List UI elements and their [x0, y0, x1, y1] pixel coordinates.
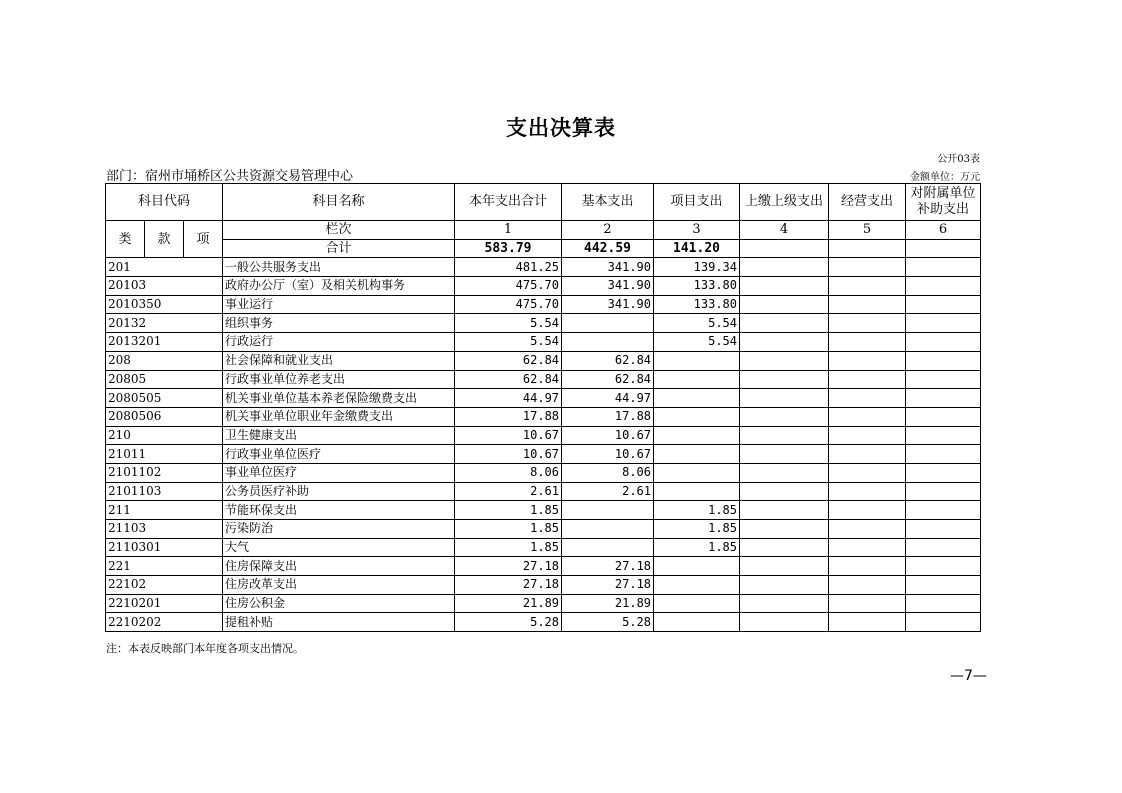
header-name: 科目名称: [223, 184, 455, 221]
row-superior: [740, 389, 829, 408]
header-superior: 上缴上级支出: [740, 184, 829, 221]
row-name: 提租补贴: [223, 613, 455, 632]
row-name: 机关事业单位基本养老保险缴费支出: [223, 389, 455, 408]
row-project: [654, 557, 740, 576]
table-row: [106, 501, 981, 520]
row-basic: 10.67: [562, 445, 654, 464]
row-total: 2.61: [455, 482, 562, 501]
row-subsidiary: [906, 594, 981, 613]
row-project: [654, 594, 740, 613]
row-name: 一般公共服务支出: [223, 258, 455, 277]
row-superior: [740, 594, 829, 613]
column-index: 3: [654, 221, 740, 240]
row-code: 210: [106, 426, 223, 445]
row-subsidiary: [906, 295, 981, 314]
row-code: 21011: [106, 445, 223, 464]
row-basic: 8.06: [562, 463, 654, 482]
amount-unit: 金额单位：万元: [910, 172, 980, 183]
column-index-row: [106, 221, 981, 240]
row-superior: [740, 463, 829, 482]
row-business: [829, 333, 906, 352]
sum-subsidiary: [906, 239, 981, 258]
row-superior: [740, 351, 829, 370]
row-code: 2210201: [106, 594, 223, 613]
table-row: [106, 295, 981, 314]
row-business: [829, 258, 906, 277]
row-basic: [562, 538, 654, 557]
row-business: [829, 370, 906, 389]
table-row: [106, 576, 981, 595]
row-subsidiary: [906, 277, 981, 296]
row-superior: [740, 613, 829, 632]
row-project: [654, 351, 740, 370]
row-code: 201: [106, 258, 223, 277]
row-name: 机关事业单位职业年金缴费支出: [223, 407, 455, 426]
row-project: 139.34: [654, 258, 740, 277]
department-label: 部门：宿州市埇桥区公共资源交易管理中心: [106, 169, 354, 184]
row-basic: [562, 333, 654, 352]
row-business: [829, 351, 906, 370]
row-code: 2080505: [106, 389, 223, 408]
row-project: 1.85: [654, 520, 740, 539]
header-project: 项目支出: [654, 184, 740, 221]
row-superior: [740, 277, 829, 296]
form-number: 公开03表: [937, 154, 980, 165]
row-business: [829, 277, 906, 296]
sum-total: 583.79: [455, 239, 562, 258]
row-superior: [740, 557, 829, 576]
row-subsidiary: [906, 613, 981, 632]
table-row: [106, 520, 981, 539]
row-code: 2080506: [106, 407, 223, 426]
row-superior: [740, 258, 829, 277]
row-basic: [562, 520, 654, 539]
table-row: [106, 445, 981, 464]
row-code: 2101103: [106, 482, 223, 501]
row-name: 污染防治: [223, 520, 455, 539]
row-name: 社会保障和就业支出: [223, 351, 455, 370]
row-project: 5.54: [654, 333, 740, 352]
row-name: 住房改革支出: [223, 576, 455, 595]
row-total: 44.97: [455, 389, 562, 408]
table-row: [106, 426, 981, 445]
row-total: 27.18: [455, 576, 562, 595]
row-superior: [740, 576, 829, 595]
row-business: [829, 426, 906, 445]
row-basic: 44.97: [562, 389, 654, 408]
row-name: 大气: [223, 538, 455, 557]
row-project: [654, 445, 740, 464]
row-superior: [740, 333, 829, 352]
row-project: 133.80: [654, 295, 740, 314]
row-business: [829, 407, 906, 426]
row-basic: 10.67: [562, 426, 654, 445]
row-code: 20103: [106, 277, 223, 296]
row-subsidiary: [906, 351, 981, 370]
row-business: [829, 501, 906, 520]
row-superior: [740, 520, 829, 539]
row-code: 2110301: [106, 538, 223, 557]
row-code: 221: [106, 557, 223, 576]
row-subsidiary: [906, 463, 981, 482]
row-code: 21103: [106, 520, 223, 539]
row-business: [829, 314, 906, 333]
row-name: 卫生健康支出: [223, 426, 455, 445]
row-code: 2013201: [106, 333, 223, 352]
header-lei: 类: [106, 221, 145, 258]
row-project: 1.85: [654, 538, 740, 557]
row-subsidiary: [906, 389, 981, 408]
header-subsidiary: [906, 184, 981, 221]
row-total: 10.67: [455, 445, 562, 464]
row-basic: 62.84: [562, 351, 654, 370]
row-business: [829, 576, 906, 595]
table-row: [106, 258, 981, 277]
header-xiang: 项: [184, 221, 223, 258]
header-subsidiary-line2: 补助支出: [917, 202, 970, 217]
table-row: [106, 351, 981, 370]
row-superior: [740, 314, 829, 333]
row-name: 节能环保支出: [223, 501, 455, 520]
column-index: 5: [829, 221, 906, 240]
row-basic: 5.28: [562, 613, 654, 632]
row-name: 行政事业单位医疗: [223, 445, 455, 464]
row-subsidiary: [906, 445, 981, 464]
row-basic: [562, 314, 654, 333]
column-index: 1: [455, 221, 562, 240]
row-superior: [740, 370, 829, 389]
row-business: [829, 613, 906, 632]
row-business: [829, 520, 906, 539]
row-basic: 341.90: [562, 277, 654, 296]
header-code: 科目代码: [106, 184, 223, 221]
row-name: 住房保障支出: [223, 557, 455, 576]
row-total: 62.84: [455, 370, 562, 389]
row-superior: [740, 426, 829, 445]
column-index: 6: [906, 221, 981, 240]
header-subsidiary-line1: 对附属单位: [910, 186, 976, 201]
row-project: [654, 426, 740, 445]
table-row: [106, 389, 981, 408]
row-code: 2101102: [106, 463, 223, 482]
row-subsidiary: [906, 576, 981, 595]
table-row: [106, 277, 981, 296]
table-row: [106, 314, 981, 333]
column-index: 4: [740, 221, 829, 240]
row-total: 8.06: [455, 463, 562, 482]
row-basic: 27.18: [562, 557, 654, 576]
row-project: [654, 576, 740, 595]
row-total: 5.54: [455, 333, 562, 352]
footnote: 注：本表反映部门本年度各项支出情况。: [106, 642, 304, 655]
row-subsidiary: [906, 314, 981, 333]
expenditure-table: [105, 183, 981, 632]
row-business: [829, 482, 906, 501]
row-total: 5.54: [455, 314, 562, 333]
row-total: 27.18: [455, 557, 562, 576]
row-total: 17.88: [455, 407, 562, 426]
row-name: 事业运行: [223, 295, 455, 314]
table-row: [106, 407, 981, 426]
row-subsidiary: [906, 426, 981, 445]
row-subsidiary: [906, 520, 981, 539]
row-name: 组织事务: [223, 314, 455, 333]
row-subsidiary: [906, 501, 981, 520]
row-basic: 17.88: [562, 407, 654, 426]
row-total: 475.70: [455, 295, 562, 314]
table-row: [106, 538, 981, 557]
header-business: 经营支出: [829, 184, 906, 221]
row-total: 475.70: [455, 277, 562, 296]
row-basic: 2.61: [562, 482, 654, 501]
row-code: 20805: [106, 370, 223, 389]
row-subsidiary: [906, 333, 981, 352]
row-code: 20132: [106, 314, 223, 333]
sum-label: 合计: [223, 239, 455, 258]
row-name: 住房公积金: [223, 594, 455, 613]
row-subsidiary: [906, 482, 981, 501]
row-name: 事业单位医疗: [223, 463, 455, 482]
row-name: 行政运行: [223, 333, 455, 352]
row-subsidiary: [906, 557, 981, 576]
row-name: 行政事业单位养老支出: [223, 370, 455, 389]
sum-row: [106, 239, 981, 258]
row-basic: 62.84: [562, 370, 654, 389]
row-superior: [740, 407, 829, 426]
row-business: [829, 445, 906, 464]
row-basic: 21.89: [562, 594, 654, 613]
row-basic: 341.90: [562, 295, 654, 314]
row-project: 133.80: [654, 277, 740, 296]
row-code: 2210202: [106, 613, 223, 632]
table-row: [106, 333, 981, 352]
column-index: 2: [562, 221, 654, 240]
row-superior: [740, 445, 829, 464]
header-basic: 基本支出: [562, 184, 654, 221]
row-business: [829, 557, 906, 576]
row-code: 22102: [106, 576, 223, 595]
row-code: 2010350: [106, 295, 223, 314]
sum-basic: 442.59: [562, 239, 654, 258]
row-business: [829, 295, 906, 314]
row-total: 1.85: [455, 501, 562, 520]
row-basic: [562, 501, 654, 520]
table-row: [106, 463, 981, 482]
row-subsidiary: [906, 407, 981, 426]
table-row: [106, 370, 981, 389]
row-superior: [740, 295, 829, 314]
row-business: [829, 594, 906, 613]
row-subsidiary: [906, 370, 981, 389]
row-total: 10.67: [455, 426, 562, 445]
row-project: 5.54: [654, 314, 740, 333]
row-name: 公务员医疗补助: [223, 482, 455, 501]
table-row: [106, 613, 981, 632]
table-row: [106, 594, 981, 613]
row-project: [654, 389, 740, 408]
table-row: [106, 482, 981, 501]
row-total: 1.85: [455, 538, 562, 557]
page-number: —7—: [950, 668, 987, 684]
row-business: [829, 538, 906, 557]
row-total: 5.28: [455, 613, 562, 632]
row-project: [654, 482, 740, 501]
row-superior: [740, 482, 829, 501]
row-business: [829, 463, 906, 482]
row-superior: [740, 538, 829, 557]
row-project: [654, 370, 740, 389]
row-basic: 341.90: [562, 258, 654, 277]
header-kuan: 款: [145, 221, 184, 258]
row-code: 211: [106, 501, 223, 520]
row-total: 481.25: [455, 258, 562, 277]
page-title: 支出决算表: [506, 116, 616, 140]
row-total: 1.85: [455, 520, 562, 539]
row-subsidiary: [906, 258, 981, 277]
row-project: [654, 407, 740, 426]
row-project: [654, 463, 740, 482]
row-basic: 27.18: [562, 576, 654, 595]
header-lanci: 栏次: [223, 221, 455, 240]
row-code: 208: [106, 351, 223, 370]
row-name: 政府办公厅（室）及相关机构事务: [223, 277, 455, 296]
row-superior: [740, 501, 829, 520]
row-subsidiary: [906, 538, 981, 557]
sum-project: 141.20: [654, 239, 740, 258]
row-total: 21.89: [455, 594, 562, 613]
header-row: [106, 184, 981, 221]
sum-business: [829, 239, 906, 258]
sum-superior: [740, 239, 829, 258]
row-business: [829, 389, 906, 408]
row-project: [654, 613, 740, 632]
table-row: [106, 557, 981, 576]
header-total: 本年支出合计: [455, 184, 562, 221]
row-project: 1.85: [654, 501, 740, 520]
row-total: 62.84: [455, 351, 562, 370]
